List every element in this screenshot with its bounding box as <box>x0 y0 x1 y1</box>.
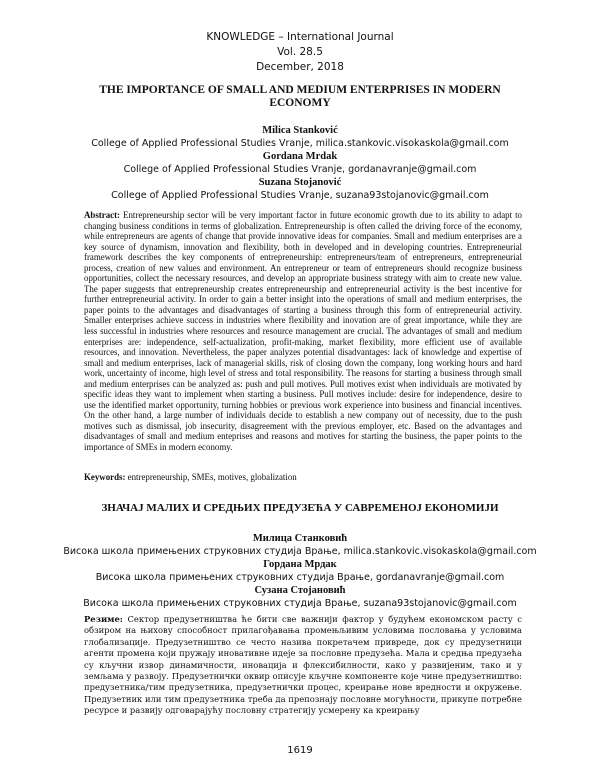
journal-volume: Vol. 28.5 <box>277 46 323 58</box>
author-block-3 <box>40 176 560 202</box>
author-affiliation: College of Applied Professional Studies Vranje, milica.stankovic.visokaskola@gmail.com <box>91 138 509 149</box>
serbian-author-block-3 <box>40 584 560 610</box>
paper-title <box>80 84 520 110</box>
keywords-label: Keywords: <box>84 472 126 482</box>
serbian-abstract-label: Резиме: <box>84 614 123 624</box>
serbian-author-block-2 <box>40 558 560 584</box>
keywords-text: entrepreneurship, SMEs, motives, globalization <box>127 472 297 482</box>
serbian-title: ЗНАЧАЈ МАЛИХ И СРЕДЊИХ ПРЕДУЗЕЋА У САВРЕМЕНОЈ ЕКОНОМИЈИ <box>101 502 499 514</box>
page-number: 1619 <box>287 745 313 756</box>
author-affiliation: Висока школа примењених струковних студија Врање, suzana93stojanovic@gmail.com <box>83 598 517 609</box>
author-name: Suzana Stojanović <box>258 177 342 188</box>
author-affiliation: College of Applied Professional Studies Vranje, gordanavranje@gmail.com <box>123 164 477 175</box>
paper-title-line1: THE IMPORTANCE OF SMALL AND MEDIUM ENTERPRISES IN MODERN <box>99 84 501 96</box>
author-block-2 <box>40 150 560 176</box>
author-name: Милица Станковић <box>252 533 348 544</box>
journal-name: KNOWLEDGE – International Journal <box>206 31 394 43</box>
author-affiliation: Висока школа примењених струковних студија Врање, milica.stankovic.visokaskola@gmail.com <box>63 546 537 557</box>
abstract-label: Abstract: <box>84 210 120 220</box>
journal-date: December, 2018 <box>256 61 344 73</box>
serbian-abstract-text: Сектор предузетништва ће бити све важнији фактор у будућем економском расту с обзиром на њихову способност прилагођавања промењљивим условима пословања у условима глобализације. Предузетништво се често назива покретачем привреде, док су предузетници агенти промена који пружају иновативне идеје за пословне предузећа. Мала и средња предузећа су кључни извор динамичности, иновација и флексибилности, како у развијеним, тако и у земљама у развоју. Предузетнички оквир описује кључне компоненте које чине предузетништво: предузетника/тим предузетника, предузетнички процес, креирање нове вредности и окружење. Предузетник или тим предузетника треба да препознају пословне могућности, прикупе потребне ресурсе и развију одговарајућу пословну стратегију усмерену ка креирању <box>84 614 522 716</box>
paper-title-line2: ECONOMY <box>269 97 331 109</box>
author-name: Сузана Стојановић <box>254 585 346 596</box>
author-name: Gordana Mrdak <box>262 151 338 162</box>
author-block-1 <box>40 124 560 150</box>
abstract <box>84 210 522 453</box>
serbian-abstract <box>84 614 522 717</box>
author-affiliation: College of Applied Professional Studies Vranje, suzana93stojanovic@gmail.com <box>111 190 489 201</box>
keywords <box>84 472 522 483</box>
author-affiliation: Висока школа примењених струковних студија Врање, gordanavranje@gmail.com <box>95 572 505 583</box>
author-name: Milica Stanković <box>262 125 338 136</box>
author-name: Гордана Мрдак <box>263 559 337 570</box>
abstract-text: Entrepreneurship sector will be very important factor in future economic growth due to its ability to adapt to changing business conditions in terms of globalization. Entrepreneurship is often called the driving force of the economy, while entrepreneurs are agents of change that provide innovative ideas for companies. Small and medium enterprises are a key source of dynamism, innovation and flexibility, both in developed and in developing countries. Entrepreneurial framework describes the key components of entrepreneurship: entrepreneurs/team of entrepreneurs, entrepreneurial process, creation of new values and environment. An entrepreneur or team of entrepreneurs should recognize business opportunities, collect the necessary resources, and develop an appropriate business strategy with aim to create new value. The paper suggests that entrepreneurship creates entrepreneurship and entrepreneurial activity is the best incentive for further entrepreneurial activity. In order to gain a better insight into the operations of small and medium enterprises, the paper points to the advantages and disadvantages of starting a business through this form of entrepreneurial activity. Smaller enterprises achieve success in industries where flexibility and inovation are of great importance, while they are less successful in industries where resources and resource management are crucial. The advantages of small and medium enterprises are: independence, self-actualization, profit-making, market flexibility, more efficient use of available resources, and innovation. Nevertheless, the paper analyzes potential disadvantages: lack of knowledge and expertise of small and medium enterprises, lack of managerial skills, risk of closing down the company, long working hours and hard work, uncertainty of income, high level of stress and total responsibility. The reasons for starting a business through small and medium enterprises can be analyzed as: push and pull motives. Pull motives exist when individuals are motivated by specific ideas they want to implement when starting a business. Pull motives include: desire for independence, desire to use the identified market opportunity, turning hobbies or previous work experience into business and financial incentives. On the other hand, a large number of individuals decide to establish a new company out of necessity, due to the push motives such as dismissal, job insecurity, disagreement with the previous employer, etc. Based on the advantages and disadvantages of small and medium enteprises and reasons and motives for starting the business, the paper points to the importance of SMEs in modern economy. <box>84 210 522 453</box>
serbian-author-block-1 <box>40 532 560 558</box>
